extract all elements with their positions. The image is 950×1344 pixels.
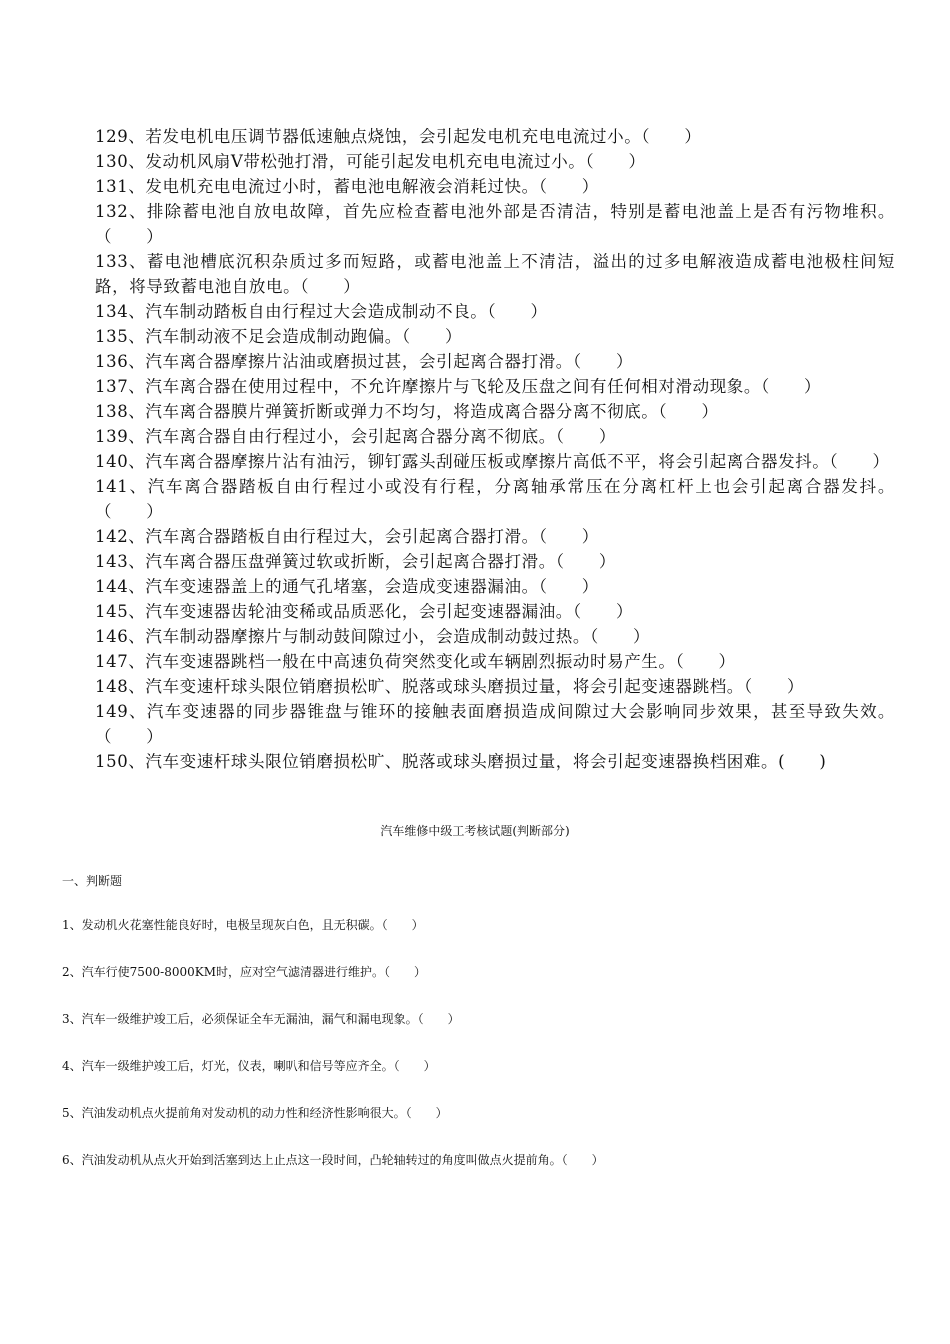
question-item: 138、汽车离合器膜片弹簧折断或弹力不均匀，将造成离合器分离不彻底。（ ）	[95, 402, 719, 421]
question-item: 134、汽车制动踏板自由行程过大会造成制动不良。（ ）	[95, 302, 548, 321]
question-item: 133、蓄电池槽底沉积杂质过多而短路，或蓄电池盖上不清洁，溢出的过多电解液造成蓄电池极柱间短路，将导致蓄电池自放电。（ ）	[95, 252, 895, 296]
question-item: 132、排除蓄电池自放电故障，首先应检查蓄电池外部是否清洁，特别是蓄电池盖上是否有污物堆积。（ ）	[95, 202, 895, 246]
question-item: 135、汽车制动液不足会造成制动跑偏。（ ）	[95, 327, 463, 346]
question-item: 142、汽车离合器踏板自由行程过大，会引起离合器打滑。（ ）	[95, 527, 599, 546]
question-item: 139、汽车离合器自由行程过小，会引起离合器分离不彻底。（ ）	[95, 427, 616, 446]
question-item: 146、汽车制动器摩擦片与制动鼓间隙过小，会造成制动鼓过热。（ ）	[95, 627, 651, 646]
question-item: 149、汽车变速器的同步器锥盘与锥环的接触表面磨损造成间隙过大会影响同步效果，甚至导致失效。（ ）	[95, 702, 895, 746]
question-item: 144、汽车变速器盖上的通气孔堵塞，会造成变速器漏油。（ ）	[95, 577, 599, 596]
question-item: 130、发动机风扇V带松弛打滑，可能引起发电机充电电流过小。（ ）	[95, 152, 646, 171]
question-item: 147、汽车变速器跳档一般在中高速负荷突然变化或车辆剧烈振动时易产生。（ ）	[95, 652, 736, 671]
question-item: 137、汽车离合器在使用过程中，不允许摩擦片与飞轮及压盘之间有任何相对滑动现象。（ ）	[95, 377, 822, 396]
question-item: 131、发电机充电电流过小时，蓄电池电解液会消耗过快。（ ）	[95, 177, 599, 196]
question-item: 143、汽车离合器压盘弹簧过软或折断，会引起离合器打滑。（ ）	[95, 552, 616, 571]
question-item: 136、汽车离合器摩擦片沾油或磨损过甚，会引起离合器打滑。（ ）	[95, 352, 634, 371]
question-item: 1、发动机火花塞性能良好时，电极呈现灰白色，且无积碳。（ ）	[62, 918, 424, 932]
question-item: 145、汽车变速器齿轮油变稀或品质恶化，会引起变速器漏油。（ ）	[95, 602, 634, 621]
question-item: 150、汽车变速杆球头限位销磨损松旷、脱落或球头磨损过量，将会引起变速器换档困难。( )	[95, 752, 827, 771]
document-title: 汽车维修中级工考核试题(判断部分)	[380, 824, 570, 838]
question-item: 5、汽油发动机点火提前角对发动机的动力性和经济性影响很大。（ ）	[62, 1106, 448, 1120]
question-item: 148、汽车变速杆球头限位销磨损松旷、脱落或球头磨损过量，将会引起变速器跳档。（ ）	[95, 677, 805, 696]
question-item: 141、汽车离合器踏板自由行程过小或没有行程，分离轴承常压在分离杠杆上也会引起离合器发抖。（ ）	[95, 477, 895, 521]
question-item: 129、若发电机电压调节器低速触点烧蚀，会引起发电机充电电流过小。（ ）	[95, 127, 702, 146]
question-item: 2、汽车行使7500-8000KM时，应对空气滤清器进行维护。（ ）	[62, 965, 427, 979]
question-item: 4、汽车一级维护竣工后，灯光，仪表，喇叭和信号等应齐全。（ ）	[62, 1059, 436, 1073]
question-list-1-6	[62, 919, 902, 1201]
section-heading: 一、判断题	[62, 874, 123, 888]
question-item: 3、汽车一级维护竣工后，必须保证全车无漏油，漏气和漏电现象。（ ）	[62, 1012, 460, 1026]
question-item: 6、汽油发动机从点火开始到活塞到达上止点这一段时间，凸轮轴转过的角度叫做点火提前角。（ ）	[62, 1153, 604, 1167]
question-item: 140、汽车离合器摩擦片沾有油污，铆钉露头刮碰压板或摩擦片高低不平，将会引起离合器发抖。（ ）	[95, 452, 890, 471]
question-list-129-150	[95, 124, 895, 774]
